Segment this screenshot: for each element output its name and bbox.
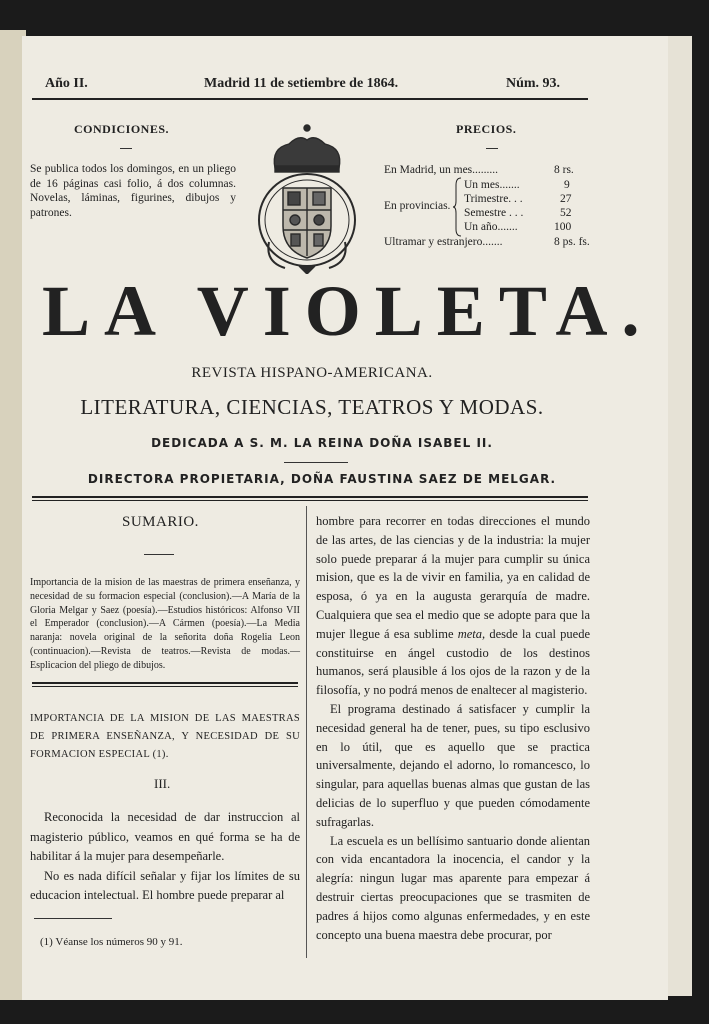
title-rule-bottom	[32, 500, 588, 501]
summary-dash	[144, 554, 174, 555]
price-prov-month-value: 9	[564, 179, 570, 191]
newspaper-page	[22, 36, 668, 1000]
article-right-text: hombre para recorrer en todas direcciones el mundo de las artes, de las ciencias y de la industria: la mujer solo puede preparar á la mujer para cumplir su única mision, que es la de vivir en familia, ya en calidad de esposa, ó ya en la augusta gerarquía de madre. Cualquiera que sea el medio que se adopte para que la mujer llegue á esa sublime	[316, 514, 590, 641]
price-provinces-label: En provincias.	[384, 200, 451, 212]
issue-number: Núm. 93.	[506, 76, 561, 91]
price-prov-semester-label: Semestre . . .	[464, 207, 524, 219]
footnote-rule	[34, 918, 112, 919]
dedication-dash	[284, 462, 348, 463]
newspaper-director: DIRECTORA PROPIETARIA, DOÑA FAUSTINA SAEZ DE MELGAR.	[87, 472, 557, 486]
page-back-strip	[666, 36, 692, 996]
newspaper-title: LA VIOLETA.	[42, 271, 654, 351]
article-title: IMPORTANCIA DE LA MISION DE LAS MAESTRAS DE PRIMERA ENSEÑANZA, Y NECESIDAD DE SU FORMACION ESPECIAL (1).	[30, 713, 300, 760]
royal-crest	[255, 122, 359, 274]
summary-heading: SUMARIO.	[122, 514, 199, 530]
price-prov-month-label: Un mes.......	[464, 179, 520, 191]
summary-rule-top	[32, 682, 298, 684]
summary-text: Importancia de la mision de las maestras de primera enseñanza, y necesidad de su formacion especial (conclusion).—A María de la Gloria Melgar y Saez (poesía).—Estudios históricos: Alfonso VII el Emperador (conclusion).—A Cármen (poesía).—La Media naranja: novela original de la señorita doña Rogelia Leon (continuacion).—Revista de teatros.—Revista de modas.—Esplicacion del pliego de dibujos.	[30, 577, 300, 671]
price-prov-semester-value: 52	[560, 207, 572, 219]
price-overseas-label: Ultramar y estranjero.......	[384, 236, 503, 248]
summary-rule-bottom	[32, 686, 298, 687]
article-right-body	[316, 512, 590, 944]
price-prov-quarter-label: Trimestre. . .	[464, 193, 523, 205]
newspaper-subtitle: REVISTA HISPANO-AMERICANA.	[191, 365, 433, 381]
article-left-paragraph: No es nada difícil señalar y fijar los límites de su educacion intelectual. El hombre puede preparar al	[30, 868, 300, 902]
conditions-heading: CONDICIONES.	[74, 122, 170, 136]
title-rule-top	[32, 496, 588, 498]
article-right-text: desde la cual puede constituirse en ángel custodio de los destinos humanos, será plausible á los ojos de la razon y de la filosofía, y no podrá menos de enaltecer al magisterio.	[316, 626, 591, 698]
article-right-paragraph	[316, 512, 590, 700]
footnote: (1) Véanse los números 90 y 91.	[40, 936, 183, 948]
price-madrid-label: En Madrid, un mes.........	[384, 164, 499, 176]
article-right-paragraph: La escuela es un bellísimo santuario donde alientan con vida encantadora la inocencia, el candor y la alegría: ningun lugar mas aparente para empezar á destruir ciertas preocupaciones que se trasmiten de padres á hijos como algunas enfermedades, y en este concepto una buena maestra debe procurar, por	[316, 833, 590, 942]
article-section: III.	[154, 776, 171, 791]
price-prov-quarter-value: 27	[560, 193, 572, 205]
issue-date: Madrid 11 de setiembre de 1864.	[204, 76, 399, 91]
price-prov-year-value: 100	[554, 221, 572, 233]
article-left-paragraph: Reconocida la necesidad de dar instruccion al magisterio público, veamos en qué forma se ha de habilitar á la mujer para desempeñarle.	[30, 810, 300, 863]
column-divider	[306, 506, 307, 958]
issue-year: Año II.	[45, 76, 88, 91]
price-madrid-value: 8 rs.	[554, 164, 574, 176]
article-right-paragraph: El programa destinado á satisfacer y cumplir la necesidad general ha de tener, pues, su tipo esclusivo en lo útil, que es aquello que se practica universalmente, dejando el adorno, lo romancesco, lo singular, para aquellas buenas almas que gustan de las delicias de lo superfluo y que pueden cómodamente sufragarlas.	[316, 701, 590, 829]
conditions-dash	[120, 148, 132, 149]
article-left-body	[30, 808, 300, 906]
prices-heading: PRECIOS.	[456, 122, 517, 136]
prices-dash	[486, 148, 498, 149]
article-right-emphasis: meta,	[457, 626, 486, 641]
masthead-rule	[32, 98, 588, 100]
conditions-text: Se publica todos los domingos, en un pliego de 16 páginas casi folio, á dos columnas. Novelas, láminas, figurines, dibujos y patrones.	[30, 163, 236, 219]
price-prov-year-label: Un año.......	[464, 221, 518, 233]
newspaper-topics: LITERATURA, CIENCIAS, TEATROS Y MODAS.	[80, 395, 544, 419]
price-overseas-value: 8 ps. fs.	[554, 236, 590, 248]
provinces-brace-icon	[453, 177, 463, 237]
royal-coat-of-arms-icon	[255, 122, 359, 274]
newspaper-dedication: DEDICADA A S. M. LA REINA DOÑA ISABEL II.	[151, 436, 493, 450]
